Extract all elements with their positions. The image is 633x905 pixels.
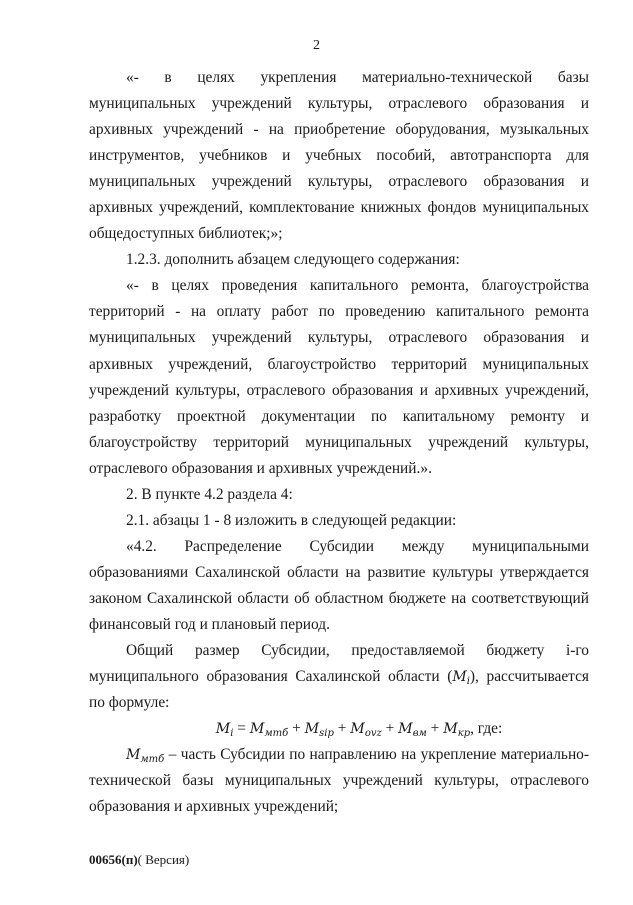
formula-m-kr: $M_{кр}$ [443,721,471,740]
m-mtb-definition-text: – часть Субсидии по направлению на укрепление материально-технической базы муниципальных учреждений культуры, отраслевого образования и архивных учреждений; [89,746,589,816]
formula-m-mtb: $M_{мтб}$ [249,721,289,740]
paragraph-item-2: 2. В пункте 4.2 раздела 4: [126,485,293,503]
paragraph-subsidy-size [89,638,589,716]
subsidy-size-text-end: ), рассчитывается по формуле: [89,668,590,712]
paragraph-item-2-1: 2.1. абзацы 1 - 8 изложить в следующей редакции: [126,511,457,529]
subsidy-formula: $M_i = M_{мтб} + M_{sip} + M_{ovz} + M_{вм} + M_{кр}$, где: [215,720,503,740]
document-code: 00656(п) [89,852,138,867]
paragraph-capital-repair: «- в целях проведения капитального ремонта, благоустройства территорий - на оплату работ по проведению капитального ремонта муниципальных учреждений культуры, отраслевого образования и архивных учреждений, благоустройство территорий муниципальных учреждений культуры, отраслевого образования и архивных учреждений, разработку проектной документации по капитальному ремонту и благоустройству территорий муниципальных учреждений культуры, отраслевого образования и архивных учреждений.». [89,277,589,477]
math-m-mtb-inline: $M_{мтб}$ [126,747,165,766]
paragraph-m-mtb-definition [89,742,589,820]
document-version: ( Версия) [137,852,190,867]
document-footer [89,852,189,868]
paragraph-amendment-1-2-3: 1.2.3. дополнить абзацем следующего содержания: [126,251,460,269]
formula-m-vm: $M_{вм}$ [398,721,427,740]
formula-m-ovz: $M_{ovz}$ [350,721,382,740]
paragraph-4-2-distribution: «4.2. Распределение Субсидии между муниципальными образованиями Сахалинской области на развитие культуры утверждается законом Сахалинской области об областном бюджете на соответствующий финансовый год и плановый период. [89,537,589,633]
document-body [89,65,589,820]
paragraph-material-base: «- в целях укрепления материально-технической базы муниципальных учреждений культуры, отраслевого образования и архивных учреждений - на приобретение оборудования, музыкальных инструментов, учебников и учебных пособий, автотранспорта для муниципальных учреждений культуры, отраслевого образования и архивных учреждений, комплектование книжных фондов муниципальных общедоступных библиотек;»; [89,69,589,243]
subsidy-size-text-start: Общий размер Субсидии, предоставляемой бюджету i-го муниципального образования Сахалинской области ( [89,642,589,686]
formula-m-i: $M_i$ [215,721,234,740]
page-number: 2 [313,38,320,53]
formula-m-sip: $M_{sip}$ [304,721,334,740]
math-m-i-inline: $M_i$ [452,669,470,688]
